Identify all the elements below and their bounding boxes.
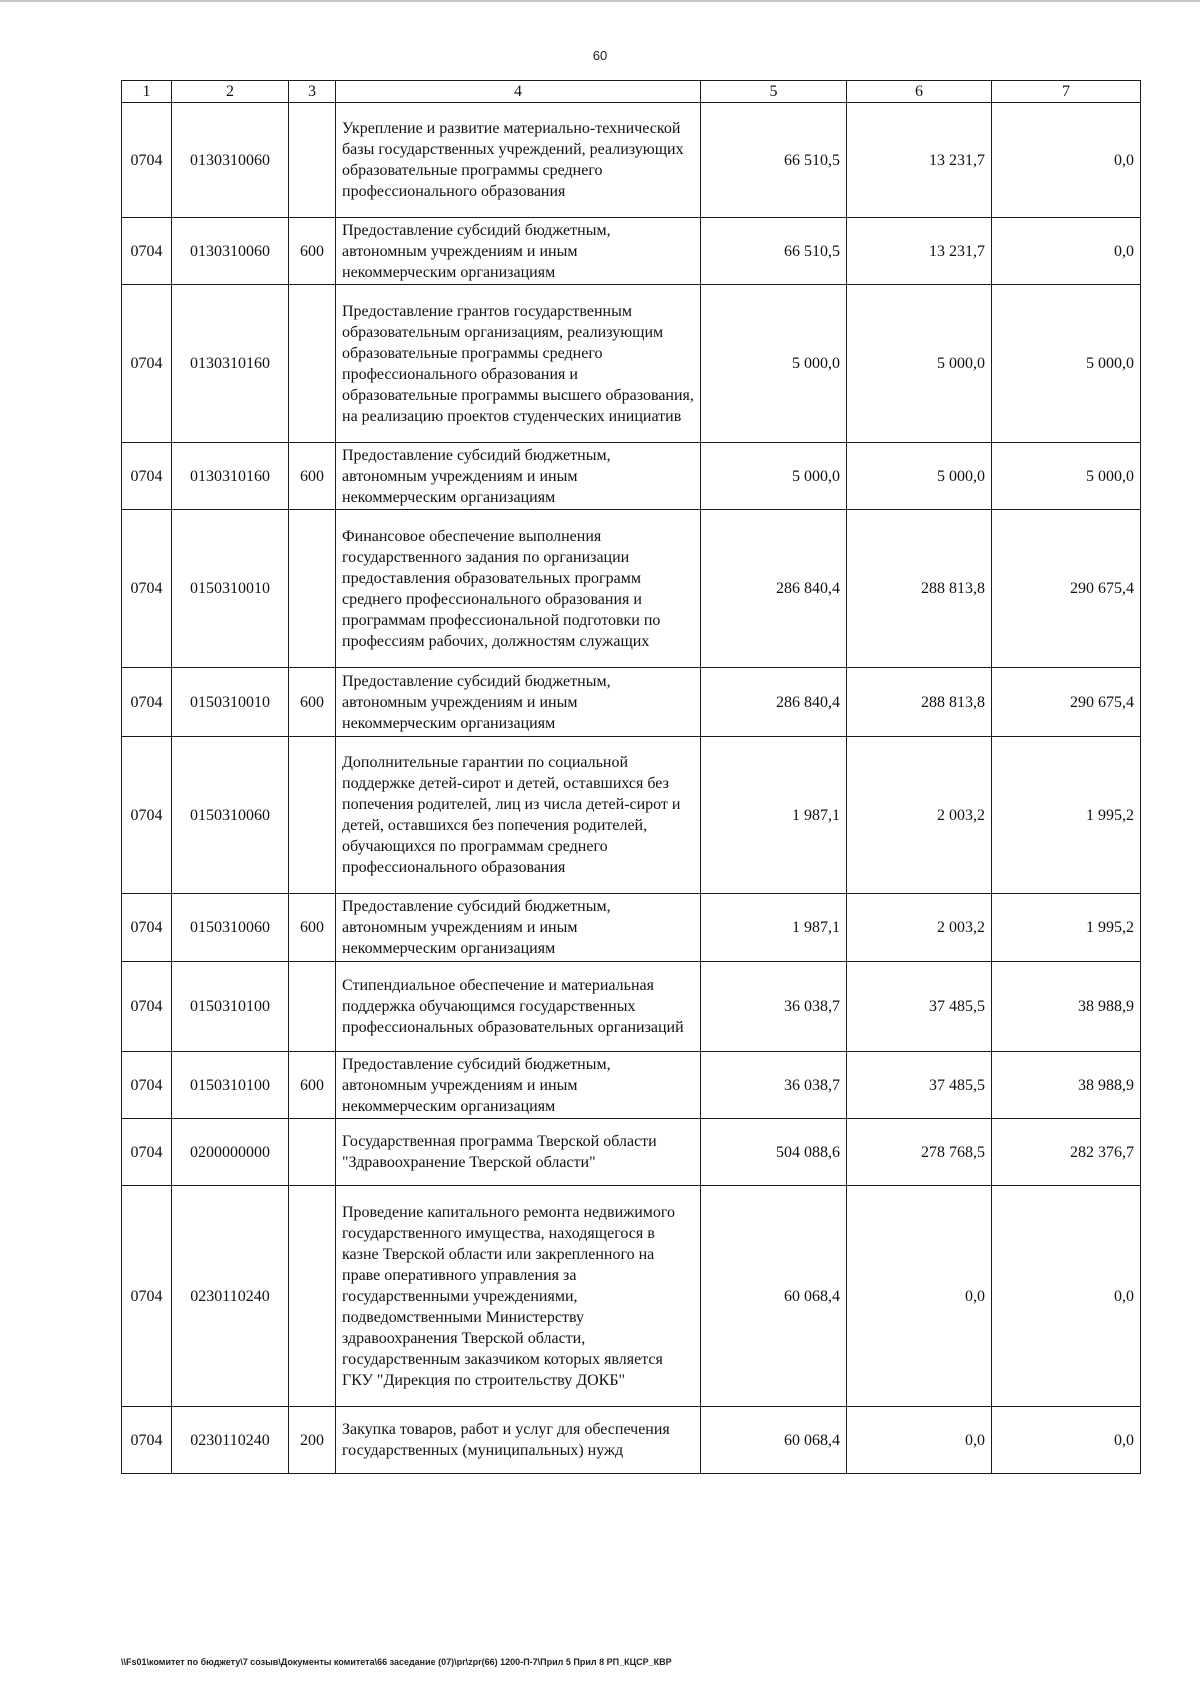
amount-col6: 0,0	[847, 1407, 992, 1474]
col-header-1: 1	[122, 81, 172, 103]
amount-col7: 0,0	[992, 1407, 1141, 1474]
section-code: 0704	[122, 1186, 172, 1407]
section-code: 0704	[122, 510, 172, 668]
expense-type-code: 600	[289, 668, 336, 737]
target-item-code: 0130310160	[172, 443, 289, 510]
amount-col7: 0,0	[992, 103, 1141, 218]
amount-col6: 5 000,0	[847, 443, 992, 510]
amount-col5: 60 068,4	[701, 1407, 847, 1474]
amount-col6: 0,0	[847, 1186, 992, 1407]
expense-type-code	[289, 510, 336, 668]
table-row	[122, 894, 1141, 962]
section-code: 0704	[122, 737, 172, 894]
amount-col7: 0,0	[992, 218, 1141, 285]
header-row	[122, 81, 1141, 103]
table-row	[122, 443, 1141, 510]
item-description: Предоставление субсидий бюджетным, автономным учреждениям и иным некоммерческим организациям	[336, 443, 701, 510]
amount-col6: 288 813,8	[847, 510, 992, 668]
expense-type-code: 200	[289, 1407, 336, 1474]
target-item-code: 0130310060	[172, 103, 289, 218]
amount-col5: 5 000,0	[701, 443, 847, 510]
amount-col7: 290 675,4	[992, 510, 1141, 668]
item-description: Проведение капитального ремонта недвижимого государственного имущества, находящегося в казне Тверской области или закрепленного на праве оперативного управления за государственными учреждениями, подведомственными Министерству здравоохранения Тверской области, государственным заказчиком которых является ГКУ "Дирекция по строительству ДОКБ"	[336, 1186, 701, 1407]
item-description: Предоставление грантов государственным образовательным организациям, реализующим образовательные программы среднего профессионального образования и образовательные программы высшего образования, на реализацию проектов студенческих инициатив	[336, 285, 701, 443]
amount-col5: 36 038,7	[701, 962, 847, 1052]
amount-col6: 37 485,5	[847, 962, 992, 1052]
amount-col7: 38 988,9	[992, 962, 1141, 1052]
table-row	[122, 510, 1141, 668]
item-description: Предоставление субсидий бюджетным, автономным учреждениям и иным некоммерческим организациям	[336, 1052, 701, 1119]
amount-col5: 66 510,5	[701, 218, 847, 285]
item-description: Государственная программа Тверской области "Здравоохранение Тверской области"	[336, 1119, 701, 1186]
amount-col7: 5 000,0	[992, 443, 1141, 510]
target-item-code: 0130310160	[172, 285, 289, 443]
amount-col7: 38 988,9	[992, 1052, 1141, 1119]
section-code: 0704	[122, 443, 172, 510]
table-row	[122, 668, 1141, 737]
item-description: Предоставление субсидий бюджетным, автономным учреждениям и иным некоммерческим организациям	[336, 218, 701, 285]
table-row	[122, 737, 1141, 894]
amount-col7: 0,0	[992, 1186, 1141, 1407]
section-code: 0704	[122, 1052, 172, 1119]
target-item-code: 0230110240	[172, 1186, 289, 1407]
target-item-code: 0130310060	[172, 218, 289, 285]
section-code: 0704	[122, 1407, 172, 1474]
section-code: 0704	[122, 894, 172, 962]
amount-col5: 286 840,4	[701, 510, 847, 668]
item-description: Стипендиальное обеспечение и материальная поддержка обучающимся государственных профессиональных образовательных организаций	[336, 962, 701, 1052]
amount-col7: 1 995,2	[992, 737, 1141, 894]
table-row	[122, 1407, 1141, 1474]
target-item-code: 0150310010	[172, 668, 289, 737]
amount-col7: 1 995,2	[992, 894, 1141, 962]
budget-table	[121, 80, 1141, 1474]
amount-col6: 2 003,2	[847, 894, 992, 962]
item-description: Закупка товаров, работ и услуг для обеспечения государственных (муниципальных) нужд	[336, 1407, 701, 1474]
table-row	[122, 1052, 1141, 1119]
section-code: 0704	[122, 1119, 172, 1186]
amount-col7: 5 000,0	[992, 285, 1141, 443]
table-row	[122, 103, 1141, 218]
amount-col6: 288 813,8	[847, 668, 992, 737]
col-header-2: 2	[172, 81, 289, 103]
amount-col6: 13 231,7	[847, 218, 992, 285]
expense-type-code: 600	[289, 443, 336, 510]
amount-col6: 2 003,2	[847, 737, 992, 894]
amount-col7: 290 675,4	[992, 668, 1141, 737]
section-code: 0704	[122, 103, 172, 218]
table-row	[122, 1186, 1141, 1407]
amount-col6: 278 768,5	[847, 1119, 992, 1186]
target-item-code: 0150310060	[172, 737, 289, 894]
expense-type-code	[289, 285, 336, 443]
target-item-code: 0200000000	[172, 1119, 289, 1186]
target-item-code: 0150310100	[172, 1052, 289, 1119]
amount-col6: 13 231,7	[847, 103, 992, 218]
amount-col6: 37 485,5	[847, 1052, 992, 1119]
item-description: Финансовое обеспечение выполнения государственного задания по организации предоставления образовательных программ среднего профессионального образования и программам профессиональной подготовки по профессиям рабочих, должностям служащих	[336, 510, 701, 668]
table-row	[122, 1119, 1141, 1186]
amount-col5: 66 510,5	[701, 103, 847, 218]
col-header-6: 6	[847, 81, 992, 103]
col-header-3: 3	[289, 81, 336, 103]
file-path-footer: \\Fs01\комитет по бюджету\7 созыв\Документы комитета\66 заседание (07)\pr\zpr(66) 1200-П-7\Прил 5 Прил 8 РП_КЦСР_КВР	[121, 1657, 672, 1667]
expense-type-code: 600	[289, 218, 336, 285]
expense-type-code	[289, 1119, 336, 1186]
expense-type-code: 600	[289, 894, 336, 962]
expense-type-code	[289, 103, 336, 218]
amount-col5: 5 000,0	[701, 285, 847, 443]
table-row	[122, 962, 1141, 1052]
col-header-7: 7	[992, 81, 1141, 103]
page-number: 60	[592, 48, 608, 63]
amount-col6: 5 000,0	[847, 285, 992, 443]
item-description: Укрепление и развитие материально-технической базы государственных учреждений, реализующих образовательные программы среднего профессионального образования	[336, 103, 701, 218]
target-item-code: 0150310100	[172, 962, 289, 1052]
expense-type-code: 600	[289, 1052, 336, 1119]
section-code: 0704	[122, 962, 172, 1052]
section-code: 0704	[122, 285, 172, 443]
expense-type-code	[289, 737, 336, 894]
amount-col5: 1 987,1	[701, 894, 847, 962]
item-description: Предоставление субсидий бюджетным, автономным учреждениям и иным некоммерческим организациям	[336, 668, 701, 737]
amount-col5: 504 088,6	[701, 1119, 847, 1186]
item-description: Дополнительные гарантии по социальной поддержке детей-сирот и детей, оставшихся без попечения родителей, лиц из числа детей-сирот и детей, оставшихся без попечения родителей, обучающихся по программам среднего профессионального образования	[336, 737, 701, 894]
table-row	[122, 218, 1141, 285]
expense-type-code	[289, 1186, 336, 1407]
target-item-code: 0230110240	[172, 1407, 289, 1474]
page-top-edge	[0, 0, 1200, 2]
col-header-4: 4	[336, 81, 701, 103]
amount-col5: 286 840,4	[701, 668, 847, 737]
target-item-code: 0150310010	[172, 510, 289, 668]
section-code: 0704	[122, 218, 172, 285]
target-item-code: 0150310060	[172, 894, 289, 962]
amount-col5: 1 987,1	[701, 737, 847, 894]
amount-col5: 36 038,7	[701, 1052, 847, 1119]
expense-type-code	[289, 962, 336, 1052]
amount-col5: 60 068,4	[701, 1186, 847, 1407]
table-row	[122, 285, 1141, 443]
section-code: 0704	[122, 668, 172, 737]
col-header-5: 5	[701, 81, 847, 103]
amount-col7: 282 376,7	[992, 1119, 1141, 1186]
item-description: Предоставление субсидий бюджетным, автономным учреждениям и иным некоммерческим организациям	[336, 894, 701, 962]
